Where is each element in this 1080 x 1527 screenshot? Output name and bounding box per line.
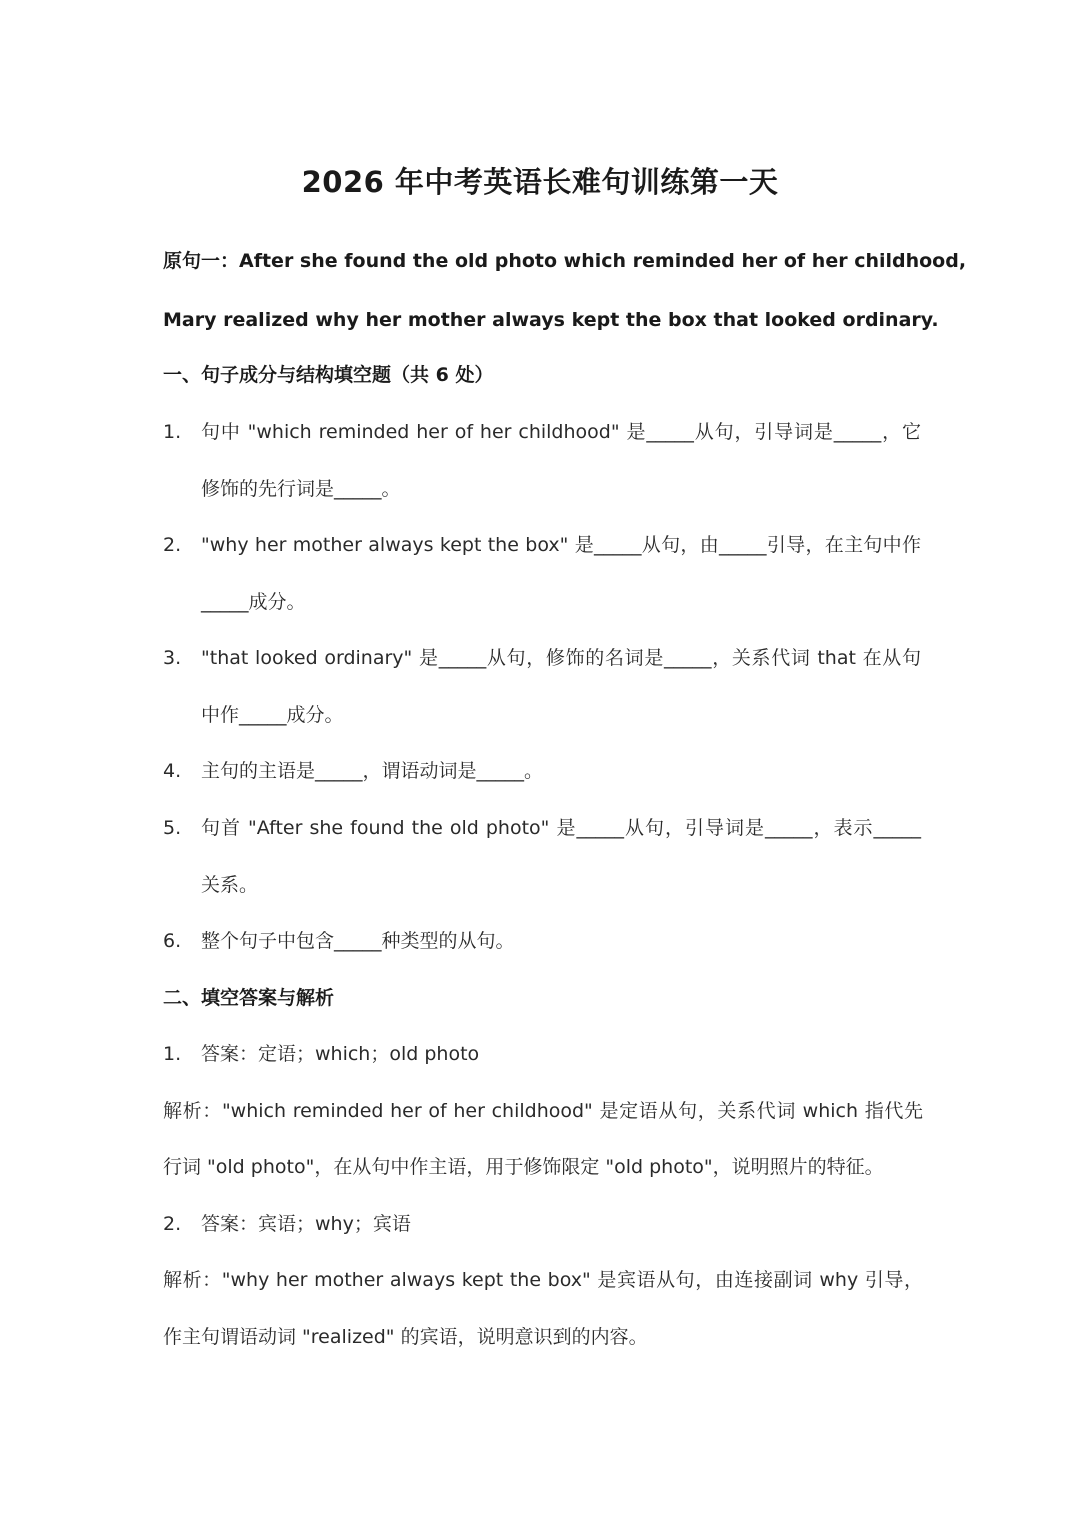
question-number: 1.: [163, 421, 182, 443]
answer-2: 答案：宾语；why；宾语: [201, 1213, 411, 1235]
section-2-heading: 二、填空答案与解析: [163, 987, 335, 1009]
question-5-line-2: 关系。: [201, 874, 259, 896]
analysis-1-line-2: 行词 "old photo"，在从句中作主语，用于修饰限定 "old photo"，说明照片的特征。: [163, 1156, 884, 1178]
question-1-line-1: 句中 "which reminded her of her childhood" 是_____从句，引导词是_____，它: [201, 421, 921, 443]
analysis-2-line-1: 解析："why her mother always kept the box" 是宾语从句，由连接副词 why 引导，: [163, 1269, 923, 1291]
answer-number: 2.: [163, 1213, 182, 1235]
original-sentence-line-2: Mary realized why her mother always kept the box that looked ordinary.: [163, 309, 939, 331]
question-number: 3.: [163, 647, 182, 669]
question-5-line-1: 句首 "After she found the old photo" 是_____从句，引导词是_____，表示_____: [201, 817, 921, 839]
analysis-1-line-1: 解析："which reminded her of her childhood" 是定语从句，关系代词 which 指代先: [163, 1100, 923, 1122]
question-number: 2.: [163, 534, 182, 556]
question-4-line-1: 主句的主语是_____，谓语动词是_____。: [201, 760, 544, 782]
question-3-line-2: 中作_____成分。: [201, 704, 344, 726]
question-number: 5.: [163, 817, 182, 839]
page-title: 2026 年中考英语长难句训练第一天: [301, 165, 779, 199]
answer-number: 1.: [163, 1043, 182, 1065]
question-number: 4.: [163, 760, 182, 782]
question-2-line-1: "why her mother always kept the box" 是_____从句，由_____引导，在主句中作: [201, 534, 921, 556]
question-6-line-1: 整个句子中包含_____种类型的从句。: [201, 930, 515, 952]
question-3-line-1: "that looked ordinary" 是_____从句，修饰的名词是_____，关系代词 that 在从句: [201, 647, 921, 669]
question-2-line-2: _____成分。: [201, 591, 306, 613]
answer-1: 答案：定语；which；old photo: [201, 1043, 480, 1065]
section-1-heading: 一、句子成分与结构填空题（共 6 处）: [163, 364, 494, 386]
question-1-line-2: 修饰的先行词是_____。: [201, 478, 401, 500]
analysis-2-line-2: 作主句谓语动词 "realized" 的宾语，说明意识到的内容。: [163, 1326, 648, 1348]
original-sentence-line-1: 原句一：After she found the old photo which reminded her of her childhood,: [163, 250, 967, 272]
question-number: 6.: [163, 930, 182, 952]
